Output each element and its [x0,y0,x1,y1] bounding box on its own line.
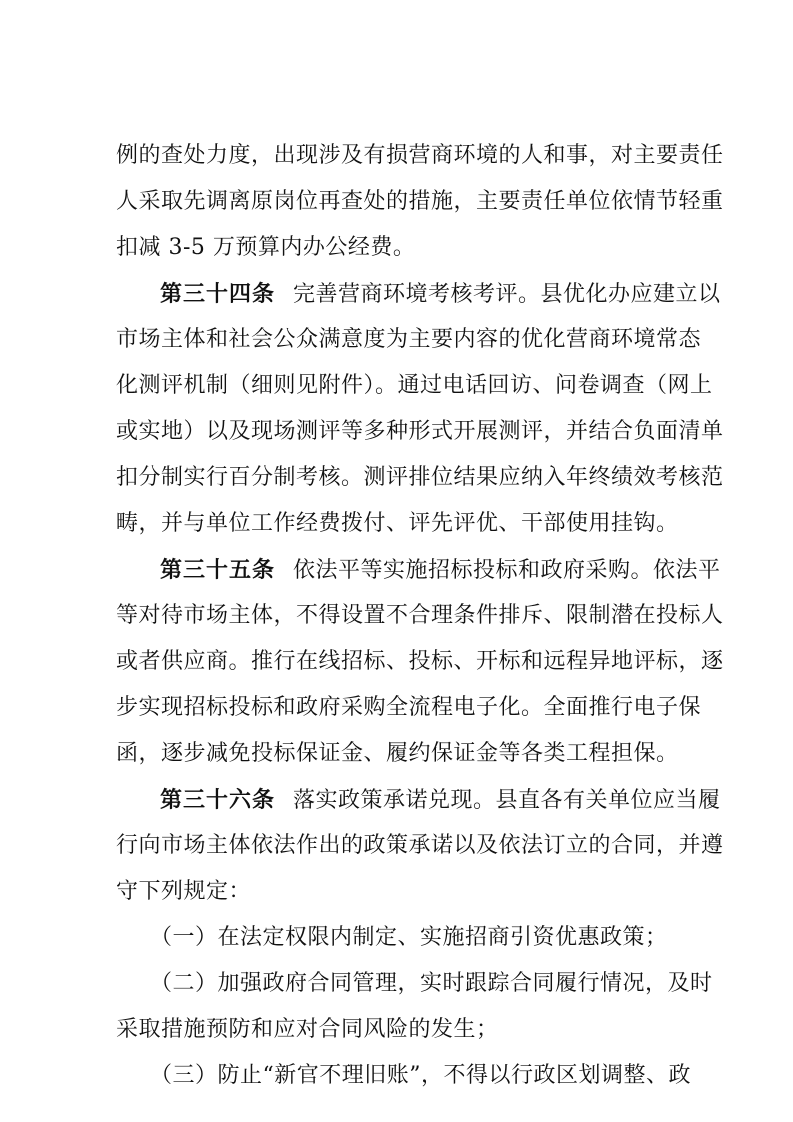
list-item-1: （一）在法定权限内制定、实施招商引资优惠政策； [150,925,668,950]
body-line: 例的查处力度，出现涉及有损营商环境的人和事，对主要责任 [116,143,724,168]
body-line: 采取措施预防和应对合同风险的发生； [116,1017,499,1042]
article-label: 第三十四条 [160,281,276,307]
body-line: 或实地）以及现场测评等多种形式开展测评，并结合负面清单 [116,419,724,444]
body-line: 等对待市场主体，不得设置不合理条件排斥、限制潜在投标人 [116,603,724,628]
body-line: 化测评机制（细则见附件）。通过电话回访、问卷调查（网上 [116,373,713,398]
article-label: 第三十六条 [160,787,276,813]
body-line: 扣减 3-5 万预算内办公经费。 [116,235,416,260]
body-line: 函，逐步减免投标保证金、履约保证金等各类工程担保。 [116,741,679,766]
body-line: 扣分制实行百分制考核。测评排位结果应纳入年终绩效考核范 [116,465,724,490]
body-line: 人采取先调离原岗位再查处的措施，主要责任单位依情节轻重 [116,189,724,214]
article-35-heading-line: 第三十五条 依法平等实施招标投标和政府采购。依法平 [160,557,721,583]
list-item-2: （二）加强政府合同管理，实时跟踪合同履行情况，及时 [150,971,713,996]
body-line: 行向市场主体依法作出的政策承诺以及依法订立的合同，并遵 [116,833,724,858]
body-line: 守下列规定： [116,879,252,904]
list-item-3: （三）防止“新官不理旧账”，不得以行政区划调整、政 [150,1063,691,1088]
article-34-heading-line: 第三十四条 完善营商环境考核考评。县优化办应建立以 [160,281,721,307]
body-line: 或者供应商。推行在线招标、投标、开标和远程异地评标，逐 [116,649,724,674]
body-line: 市场主体和社会公众满意度为主要内容的优化营商环境常态 [116,327,702,352]
body-line: 畴，并与单位工作经费拨付、评先评优、干部使用挂钩。 [116,511,679,536]
article-36-heading-line: 第三十六条 落实政策承诺兑现。县直各有关单位应当履 [160,787,721,813]
article-label: 第三十五条 [160,557,276,583]
body-line: 步实现招标投标和政府采购全流程电子化。全面推行电子保 [116,695,702,720]
